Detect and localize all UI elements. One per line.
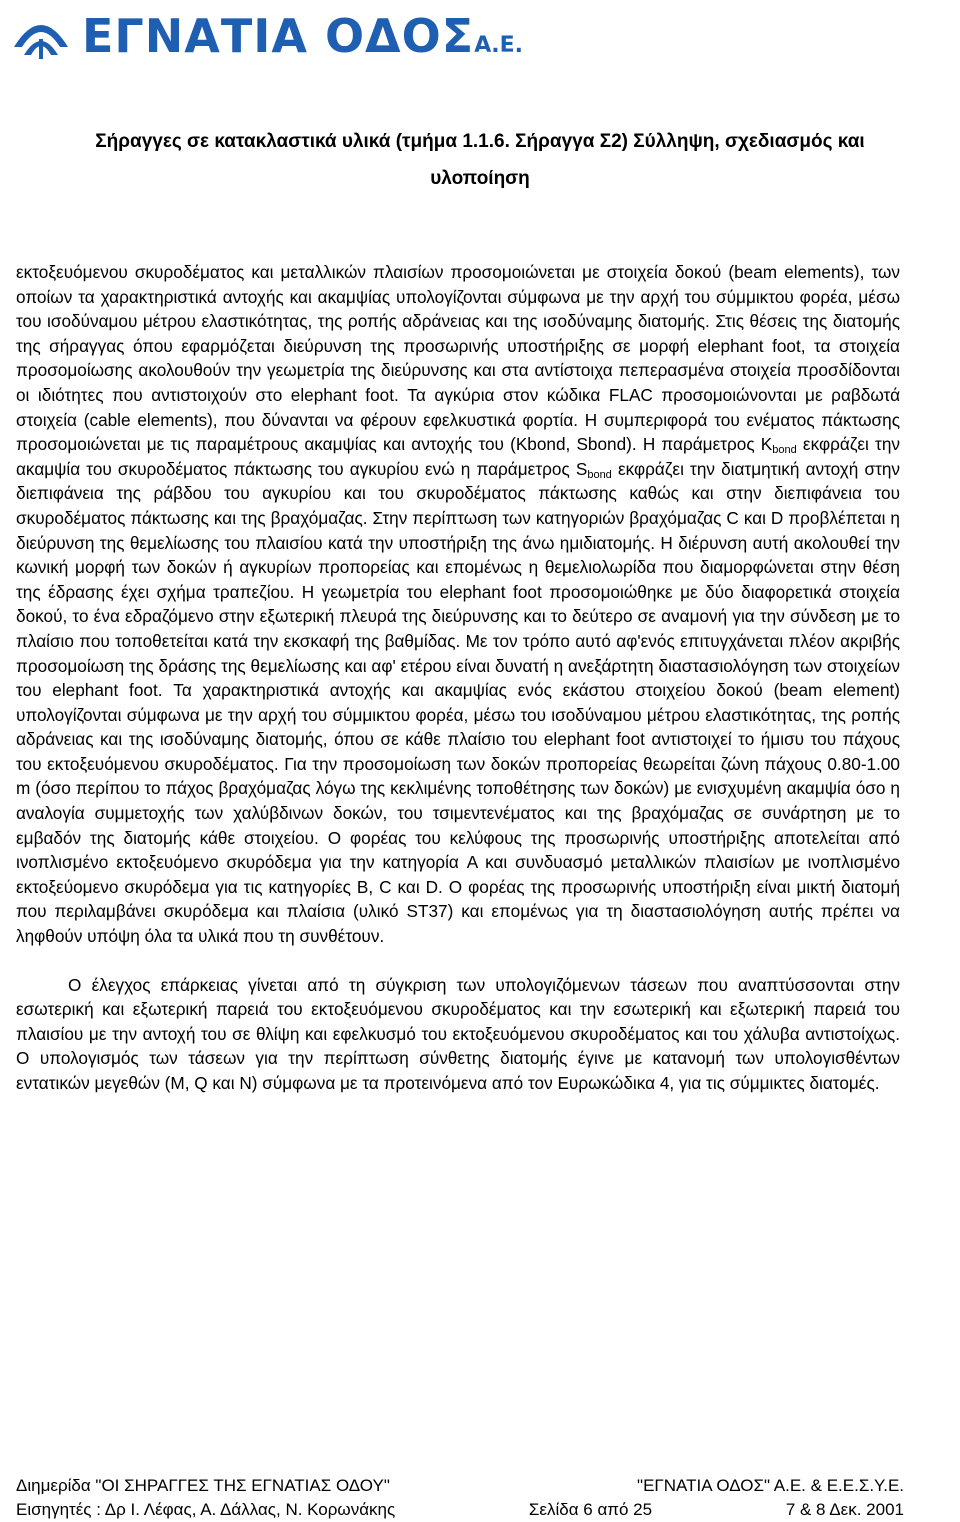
logo-text: ΕΓΝΑΤΙΑ ΟΔΟΣΑ.Ε. — [82, 9, 523, 63]
subscript-bond-k: bond — [772, 444, 797, 457]
paragraph-1-part-c: εκφράζει την διατμητική αντοχή στην διεπιφάνεια της ράβδου του αγκυρίου και του σκυροδέματος πάκτωσης καθώς και στην διεπιφάνεια του σκυροδέματος πάκτωσης και της βραχόμαζας. Στην περίπτωση των κατηγοριών βραχόμαζας C και D προβλέπεται η διεύρυνση της θεμελίωσης του πλαισίου κατά την υποστήριξη της άνω ημιδιατομής. Η διέρυνση αυτή ακολουθεί την κωνική μορφή των δοκών ή αγκυρίων προπορείας και επομένως η θεμελιολωρίδα που διαμορφώνεται στην θέση της έδρασης έχει σχήμα τραπεζίου. Η γεωμετρία του elephant foot προσομοιώθηκε με δύο διαφορετικά στοιχεία δοκού, το ένα εδραζόμενο στην εξωτερική πλευρά της διεύρυνσης και το δεύτερο σε αναμονή για την σύνδεση με το πλαίσιο που τοποθετείται κατά την εκσκαφή της βαθμίδας. Με τον τρόπο αυτό αφ'ενός επιτυγχάνεται πλέον ακριβής προσομοίωση της δράσης της θεμελίωσης και αφ' ετέρου είναι δυνατή η ανεξάρτητη διαστασιολόγηση των στοιχείων του elephant foot. Τα χαρακτηριστικά αντοχής και ακαμψίας ενός εκάστου στοιχείου δοκού (beam element) υπολογίζονται σύμφωνα με την αρχή του σύμμικτου φορέα, μέσω του ισοδύναμου μέτρου ελαστικότητας, της ροπής αδράνειας και της ισοδύναμης διατομής, όπου σε κάθε πλαίσιο του elephant foot αντιστοιχεί το ήμισυ του πάχους του εκτοξευόμενου σκυροδέματος. Για την προσομοίωση των δοκών προπορείας θεωρείται ζώνη πάχους 0.80-1.00 m (όσο περίπου το πάχος βραχόμαζας λόγω της κεκλιμένης τοποθέτησης των δοκών) με ενισχυμένη ακαμψία όσο η αναλογία συμμετοχής των χαλύβδινων δοκών, του τσιμεντενέματος και της βραχόμαζας σε συνάρτηση με το εμβαδόν της διατομής κάθε στοιχείου. Ο φορέας του κελύφους της προσωρινής υποστήριξης αποτελείται από ινοπλισμένο εκτοξευόμενο σκυρόδεμα για την κατηγορία A και συνδυασμό μεταλλικών πλαισίων με ινοπλισμένο εκτοξεύομενο σκυρόδεμα για τις κατηγορίες B, C και D. O φορέας της προσωρινής υποστήριξη είναι μικτή διατομή που περιλαμβάνει σκυρόδεμα και πλαίσια (υλικό ST37) και επομένως για τη διαστασιολόγηση αυτής πρέπει να ληφθούν υπόψη όλα τα υλικά που τη συνθέτουν. — [16, 458, 901, 947]
title-line-1: Σήραγγες σε κατακλαστικά υλικά (τμήμα 1.1.6. Σήραγγα Σ2) Σύλληψη, σχεδιασμός και — [95, 131, 865, 152]
paragraph-1-part-a: εκτοξευόμενου σκυροδέματος και μεταλλικών πλαισίων προσομοιώνεται με στοιχεία δοκού (beam elements), των οποίων τα χαρακτηριστικά αντοχής και ακαμψίας υπολογίζονται σύμφωνα με την αρχή του σύμμικτου φορέα, μέσω του ισοδύναμου μέτρου ελαστικότητας, της ροπής αδράνειας και της ισοδύναμης διατομής. Στις θέσεις της διατομής της σήραγγας όπου εφαρμόζεται διεύρυνση της προσωρινής υποστήριξης σε μορφή elephant foot, τα στοιχεία προσομοίωσης ακολουθούν την γεωμετρία της διεύρυνσης και στα αντίστοιχα πεπερασμένα στοιχεία προσδίδονται οι ιδιότητες που αντιστοιχούν στο elephant foot. Τα αγκύρια στον κώδικα FLAC προσομοιώνονται με ραβδωτά στοιχεία (cable elements), που δύνανται να φέρουν εφελκυστικά φορτία. Η συμπεριφορά του ενέματος πάκτωσης προσομοιώνεται με τις παραμέτρους ακαμψίας και αντοχής του (Kbond, Sbond). Η παράμετρος K — [16, 262, 900, 455]
paragraph-1-part-b: εκφράζει την ακαμψία του σκυροδέματος πάκτωσης του αγκυρίου ενώ η παράμετρος S — [16, 434, 900, 479]
footer-organization: "ΕΓΝΑΤΙΑ ΟΔΟΣ" Α.Ε. & Ε.Ε.Σ.Υ.Ε. — [637, 1476, 904, 1495]
body-text — [16, 260, 900, 1096]
title-line-2: υλοποίηση — [430, 168, 530, 189]
logo-suffix: Α.Ε. — [474, 33, 523, 58]
footer-row-2 — [16, 1498, 904, 1522]
footer-row-1 — [16, 1474, 904, 1498]
footer — [16, 1474, 904, 1522]
footer-page-number: Σελίδα 6 από 25 — [528, 1500, 653, 1519]
footer-speakers: Εισηγητές : Δρ Ι. Λέφας, Α. Δάλλας, Ν. Κορωνάκης — [16, 1500, 396, 1519]
paragraph-2: Ο έλεγχος επάρκειας γίνεται από τη σύγκριση των υπολογιζόμενων τάσεων που αναπτύσσονται στην εσωτερική και εξωτερική παρειά του εκτοξευόμενου σκυροδέματος και την εσωτερική και εξωτερική παρειά του πλαισίου με την αντοχή του σε θλίψη και εφελκυσμό του εκτοξευόμενου σκυροδέματος και του χάλυβα αντιστοίχως. Ο υπολογισμός των τάσεων για την περίπτωση σύνθετης διατομής έγινε με κατανομή των υπολογισθέντων εντατικών μεγεθών (M, Q και N) σύμφωνα με τα προτεινόμενα από τον Ευρωκώδικα 4, για τις σύμμικτες διατομές. — [16, 974, 900, 1093]
page-title — [16, 123, 944, 197]
subscript-bond-s: bond — [587, 468, 612, 481]
footer-event: Διημερίδα "ΟΙ ΣΗΡΑΓΓΕΣ ΤΗΣ ΕΓΝΑΤΙΑΣ ΟΔΟΥ" — [16, 1476, 390, 1495]
logo — [10, 8, 523, 64]
egnatia-road-logo-icon — [10, 9, 72, 63]
footer-date: 7 & 8 Δεκ. 2001 — [785, 1500, 904, 1519]
paragraph-1 — [16, 260, 900, 949]
